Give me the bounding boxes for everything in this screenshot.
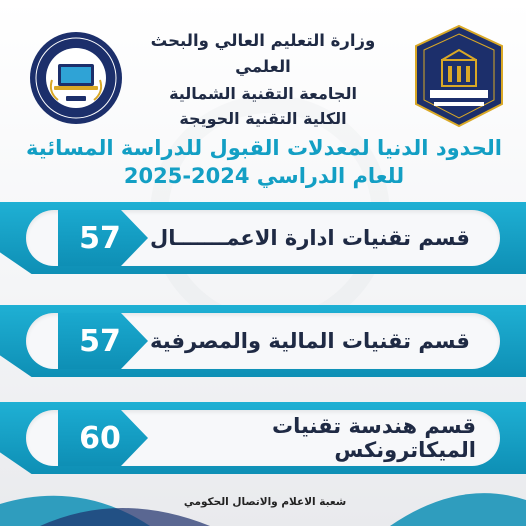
university-name: الجامعة التقنية الشمالية — [169, 83, 357, 103]
department-row — [0, 202, 526, 274]
page-title — [20, 134, 508, 191]
department-score: 60 — [79, 420, 121, 456]
university-logo — [412, 24, 506, 128]
department-row — [0, 402, 526, 474]
title-line-1: الحدود الدنيا لمعدلات القبول للدراسة المسائية — [25, 136, 502, 160]
footer-text: شعبة الاعلام والاتصال الحكومي — [183, 496, 347, 508]
department-name: قسم هندسة تقنيات الميكاترونكس — [272, 414, 476, 462]
department-name: قسم تقنيات المالية والمصرفية — [150, 329, 470, 353]
department-name: قسم تقنيات ادارة الاعمـــــــال — [150, 226, 470, 250]
header — [120, 28, 406, 132]
college-logo — [28, 30, 124, 126]
college-name: الكلية التقنية الحويجة — [179, 109, 347, 129]
department-score: 57 — [79, 220, 121, 256]
department-row — [0, 305, 526, 377]
department-score: 57 — [79, 323, 121, 359]
title-line-2: للعام الدراسي 2024-2025 — [123, 164, 405, 189]
ministry-name: وزارة التعليم العالي والبحث العلمي — [150, 31, 376, 77]
